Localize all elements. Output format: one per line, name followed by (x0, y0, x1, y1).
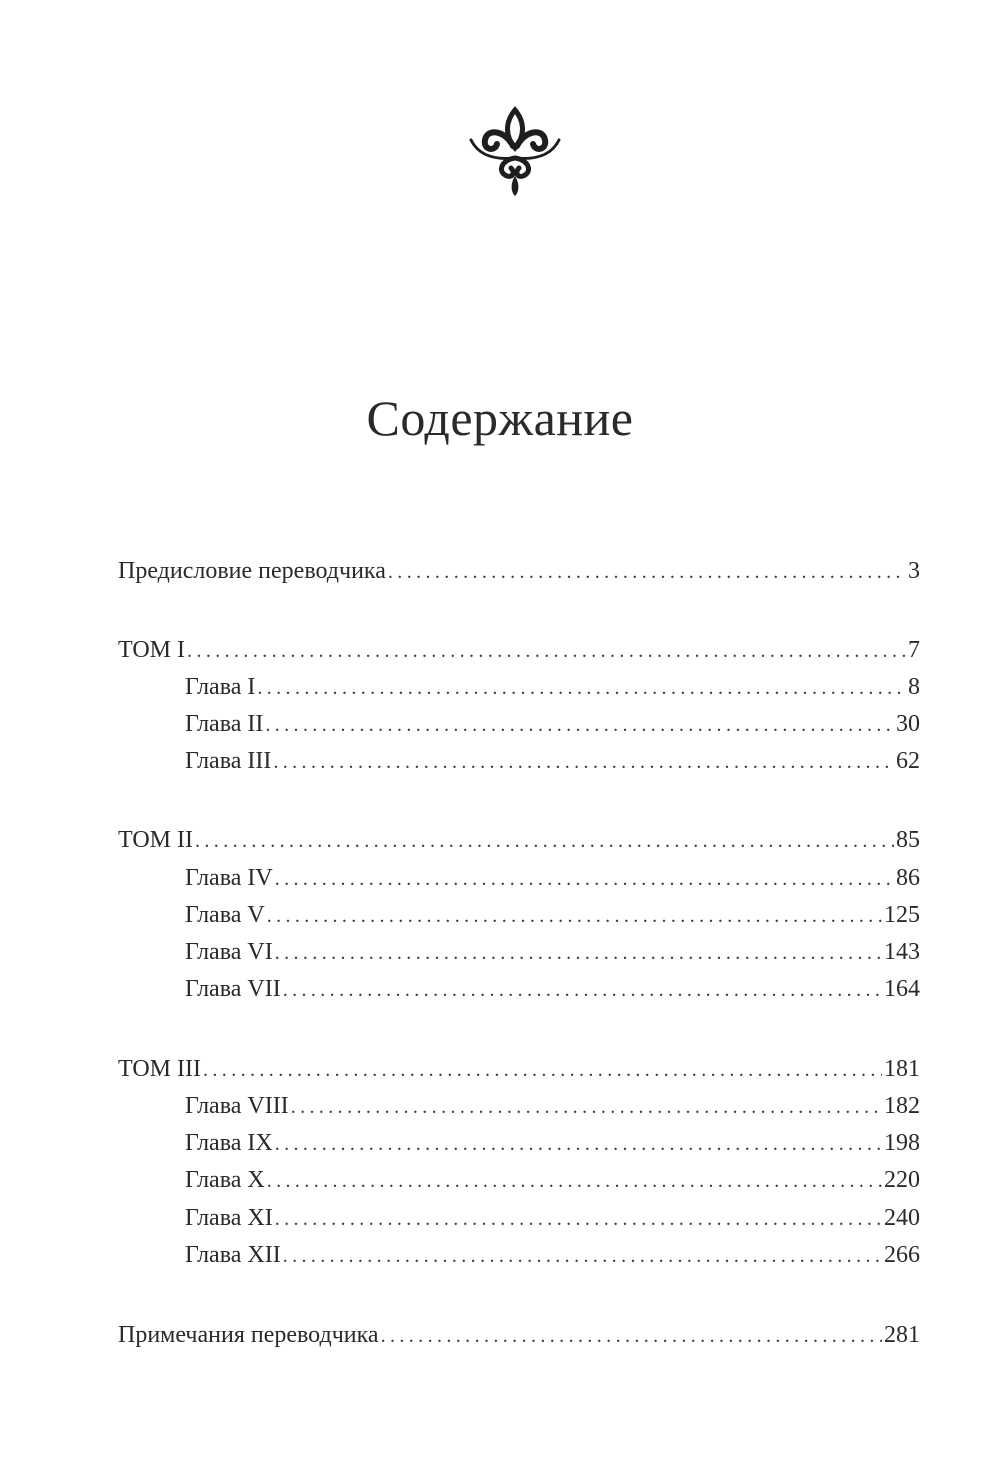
toc-entry-volume-1[interactable] (118, 635, 920, 666)
toc-entry-chapter-11[interactable] (185, 1203, 920, 1234)
toc-entry-label: Глава IX (185, 1130, 273, 1156)
dot-leader (267, 901, 882, 931)
dot-leader (203, 1055, 882, 1085)
dot-leader (275, 938, 882, 968)
toc-entry-label: Глава XII (185, 1242, 281, 1268)
toc-entry-chapter-2[interactable] (185, 709, 920, 740)
toc-entry-label: Примечания переводчика (118, 1322, 379, 1348)
dot-leader (273, 747, 894, 777)
fleuron-ornament-icon (465, 100, 565, 200)
dot-leader (388, 557, 906, 587)
toc-entry-chapter-1[interactable] (185, 672, 920, 703)
toc-entry-page: 182 (884, 1093, 920, 1119)
toc-entry-page: 8 (908, 674, 920, 700)
dot-leader (275, 864, 894, 894)
dot-leader (275, 1204, 882, 1234)
dot-leader (257, 673, 906, 703)
toc-entry-page: 164 (884, 976, 920, 1002)
toc-entry-label: Глава IV (185, 865, 273, 891)
toc-entry-page: 220 (884, 1167, 920, 1193)
toc-entry-label: ТОМ III (118, 1056, 201, 1082)
dot-leader (283, 975, 882, 1005)
toc-entry-chapter-9[interactable] (185, 1128, 920, 1159)
toc-entry-chapter-8[interactable] (185, 1091, 920, 1122)
toc-entry-label: Глава VIII (185, 1093, 289, 1119)
dot-leader (265, 710, 894, 740)
toc-entry-page: 85 (896, 827, 920, 853)
toc-entry-page: 181 (884, 1056, 920, 1082)
toc-entry-label: Предисловие переводчика (118, 558, 386, 584)
toc-entry-chapter-3[interactable] (185, 746, 920, 777)
toc-entry-label: ТОМ II (118, 827, 193, 853)
dot-leader (195, 826, 894, 856)
toc-entry-chapter-10[interactable] (185, 1165, 920, 1196)
toc-entry-page: 266 (884, 1242, 920, 1268)
toc-entry-notes[interactable] (118, 1320, 920, 1351)
toc-entry-volume-2[interactable] (118, 825, 920, 856)
toc-entry-label: Глава I (185, 674, 256, 700)
toc-entry-page: 86 (896, 865, 920, 891)
dot-leader (283, 1241, 882, 1271)
toc-entry-page: 281 (884, 1322, 920, 1348)
toc-entry-page: 143 (884, 939, 920, 965)
toc-entry-page: 62 (896, 748, 920, 774)
dot-leader (267, 1166, 882, 1196)
toc-entry-label: ТОМ I (118, 637, 186, 663)
toc-entry-page: 7 (908, 637, 920, 663)
toc-entry-volume-3[interactable] (118, 1054, 920, 1085)
toc-entry-chapter-5[interactable] (185, 900, 920, 931)
toc-entry-label: Глава XI (185, 1205, 273, 1231)
toc-entry-page: 125 (884, 902, 920, 928)
toc-entry-page: 30 (896, 711, 920, 737)
toc-entry-page: 3 (908, 558, 920, 584)
toc-entry-chapter-6[interactable] (185, 937, 920, 968)
toc-entry-chapter-4[interactable] (185, 863, 920, 894)
toc-entry-page: 198 (884, 1130, 920, 1156)
toc-entry-chapter-7[interactable] (185, 974, 920, 1005)
toc-entry-label: Глава V (185, 902, 265, 928)
page-title: Содержание (366, 390, 634, 446)
dot-leader (275, 1129, 882, 1159)
toc-entry-chapter-12[interactable] (185, 1240, 920, 1271)
toc-entry-label: Глава II (185, 711, 264, 737)
dot-leader (381, 1321, 882, 1351)
toc-entry-page: 240 (884, 1205, 920, 1231)
toc-entry-preface[interactable] (118, 556, 920, 587)
toc-entry-label: Глава X (185, 1167, 265, 1193)
toc-entry-label: Глава VII (185, 976, 281, 1002)
toc-entry-label: Глава VI (185, 939, 273, 965)
toc-entry-label: Глава III (185, 748, 272, 774)
dot-leader (187, 636, 906, 666)
dot-leader (291, 1092, 882, 1122)
